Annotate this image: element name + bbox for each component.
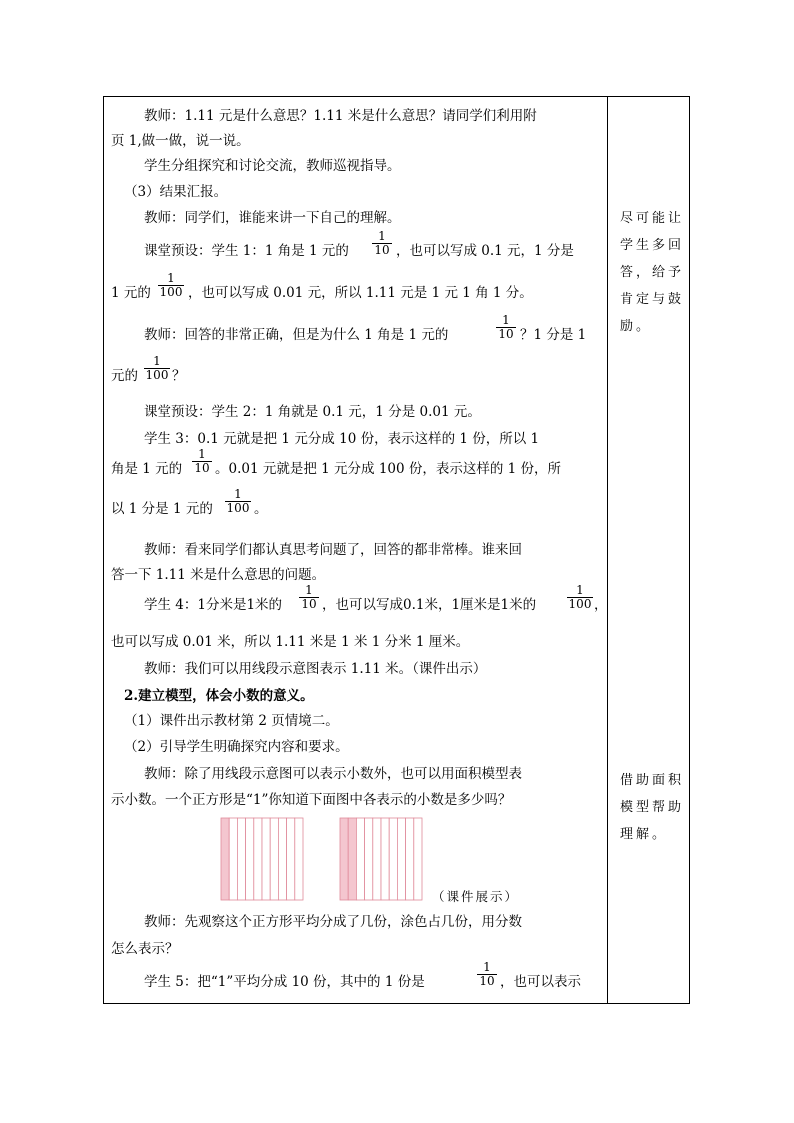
para-student3-e: 。 bbox=[254, 501, 268, 517]
blank-strip bbox=[270, 818, 278, 900]
para-student2: 课堂预设：学生 2：1 角就是 0.1 元，1 分是 0.01 元。 bbox=[144, 404, 481, 420]
blank-strip bbox=[365, 818, 373, 900]
blank-strip bbox=[237, 818, 245, 900]
para-teacher-observe-b: 怎么表示？ bbox=[111, 941, 179, 957]
fraction-one-tenth: 1 10 bbox=[299, 584, 319, 611]
notes-column bbox=[608, 97, 690, 1003]
para-courseware: （1）课件出示教材第 2 页情境二。 bbox=[124, 713, 339, 729]
fraction-one-hundredth: 1 100 bbox=[145, 354, 169, 382]
blank-strip bbox=[254, 818, 262, 900]
blank-strip bbox=[262, 818, 270, 900]
para-teacher-why-b: ？1 分是 1 bbox=[520, 327, 587, 343]
fraction-one-hundredth: 1 100 bbox=[159, 271, 183, 299]
para-teacher-area-b: 示小数。一个正方形是“1”你知道下面图中各表示的小数是多少吗？ bbox=[111, 792, 512, 808]
para-student3-d: 以 1 分是 1 元的 bbox=[111, 501, 213, 517]
para-teacher-question: 教师：1.11 元是什么意思？1.11 米是什么意思？请同学们利用附 bbox=[144, 108, 537, 124]
blank-strip bbox=[381, 818, 389, 900]
blank-strip bbox=[414, 818, 422, 900]
para-teacher-area-a: 教师：除了用线段示意图可以表示小数外，也可以用面积模型表 bbox=[144, 766, 522, 782]
para-student4-a: 学生 4：1分米是1米的 bbox=[144, 597, 283, 613]
blank-strip bbox=[278, 818, 286, 900]
para-student5-b: ，也可以表示 bbox=[500, 974, 581, 990]
para-teacher-question-cont: 页 1,做一做，说一说。 bbox=[111, 133, 250, 149]
para-teacher-praise: 教师：看来同学们都认真思考问题了，回答的都非常棒。谁来回 bbox=[144, 542, 522, 558]
fraction-one-hundredth: 1 100 bbox=[568, 583, 592, 611]
para-student3-c: 。0.01 元就是把 1 元分成 100 份，表示这样的 1 份，所 bbox=[215, 461, 562, 477]
fraction-one-tenth: 1 10 bbox=[496, 314, 516, 341]
para-teacher-prompt: 教师：同学们，谁能来讲一下自己的理解。 bbox=[144, 210, 401, 226]
area-model-one-tenth bbox=[220, 817, 304, 901]
para-student1-c: 1 元的 bbox=[111, 285, 151, 301]
fraction-one-tenth: 1 10 bbox=[192, 448, 212, 475]
blank-strip bbox=[406, 818, 414, 900]
note-encourage: 尽可能让 学生多回 答，给予 肯定与鼓 励。 bbox=[620, 211, 685, 334]
para-teacher-why-d: ？ bbox=[172, 368, 186, 384]
blank-strip bbox=[229, 818, 237, 900]
blank-strip bbox=[246, 818, 254, 900]
para-student3-b: 角是 1 元的 bbox=[111, 461, 183, 477]
para-student4-d: 也可以写成 0.01 米，所以 1.11 米是 1 米 1 分米 1 厘米。 bbox=[111, 634, 470, 650]
courseware-caption: （课件展示） bbox=[432, 889, 520, 904]
para-student3-a: 学生 3：0.1 元就是把 1 元分成 10 份，表示这样的 1 份，所以 1 bbox=[144, 431, 540, 447]
para-student5-a: 学生 5：把“1”平均分成 10 份，其中的 1 份是 bbox=[144, 974, 425, 990]
lesson-content bbox=[104, 97, 607, 1003]
para-teacher-segment: 教师：我们可以用线段示意图表示 1.11 米。（课件出示） bbox=[144, 661, 487, 677]
para-student1-a: 课堂预设：学生 1：1 角是 1 元的 bbox=[144, 243, 349, 259]
area-model-two-tenths bbox=[339, 817, 423, 901]
lesson-table bbox=[103, 96, 690, 1004]
blank-strip bbox=[295, 818, 303, 900]
shaded-strip bbox=[348, 818, 356, 900]
fraction-one-tenth: 1 10 bbox=[477, 961, 497, 988]
fraction-one-tenth: 1 10 bbox=[372, 230, 392, 257]
section-result-report: （3）结果汇报。 bbox=[124, 184, 228, 200]
para-teacher-why-a: 教师：回答的非常正确，但是为什么 1 角是 1 元的 bbox=[144, 327, 449, 343]
para-group-work: 学生分组探究和讨论交流，教师巡视指导。 bbox=[144, 158, 401, 174]
fraction-one-hundredth: 1 100 bbox=[226, 487, 250, 515]
para-student1-d: ，也可以写成 0.01 元，所以 1.11 元是 1 元 1 角 1 分。 bbox=[188, 285, 533, 301]
para-student4-b: ，也可以写成0.1米，1厘米是1米的 bbox=[322, 597, 537, 613]
blank-strip bbox=[287, 818, 295, 900]
para-teacher-why-c: 元的 bbox=[111, 368, 138, 384]
para-teacher-praise-cont: 答一下 1.11 米是什么意思的问题。 bbox=[111, 567, 326, 583]
blank-strip bbox=[356, 818, 364, 900]
para-guide: （2）引导学生明确探究内容和要求。 bbox=[124, 739, 349, 755]
shaded-strip bbox=[221, 818, 229, 900]
para-teacher-observe-a: 教师：先观察这个正方形平均分成了几份，涂色占几份，用分数 bbox=[144, 914, 522, 930]
para-student4-c: ， bbox=[594, 597, 608, 613]
section-build-model: 2.建立模型，体会小数的意义。 bbox=[124, 688, 314, 704]
blank-strip bbox=[373, 818, 381, 900]
note-area-model: 借助面积 模型帮助 理解。 bbox=[620, 773, 685, 842]
blank-strip bbox=[389, 818, 397, 900]
shaded-strip bbox=[340, 818, 348, 900]
blank-strip bbox=[397, 818, 405, 900]
para-student1-b: ，也可以写成 0.1 元，1 分是 bbox=[396, 243, 574, 259]
